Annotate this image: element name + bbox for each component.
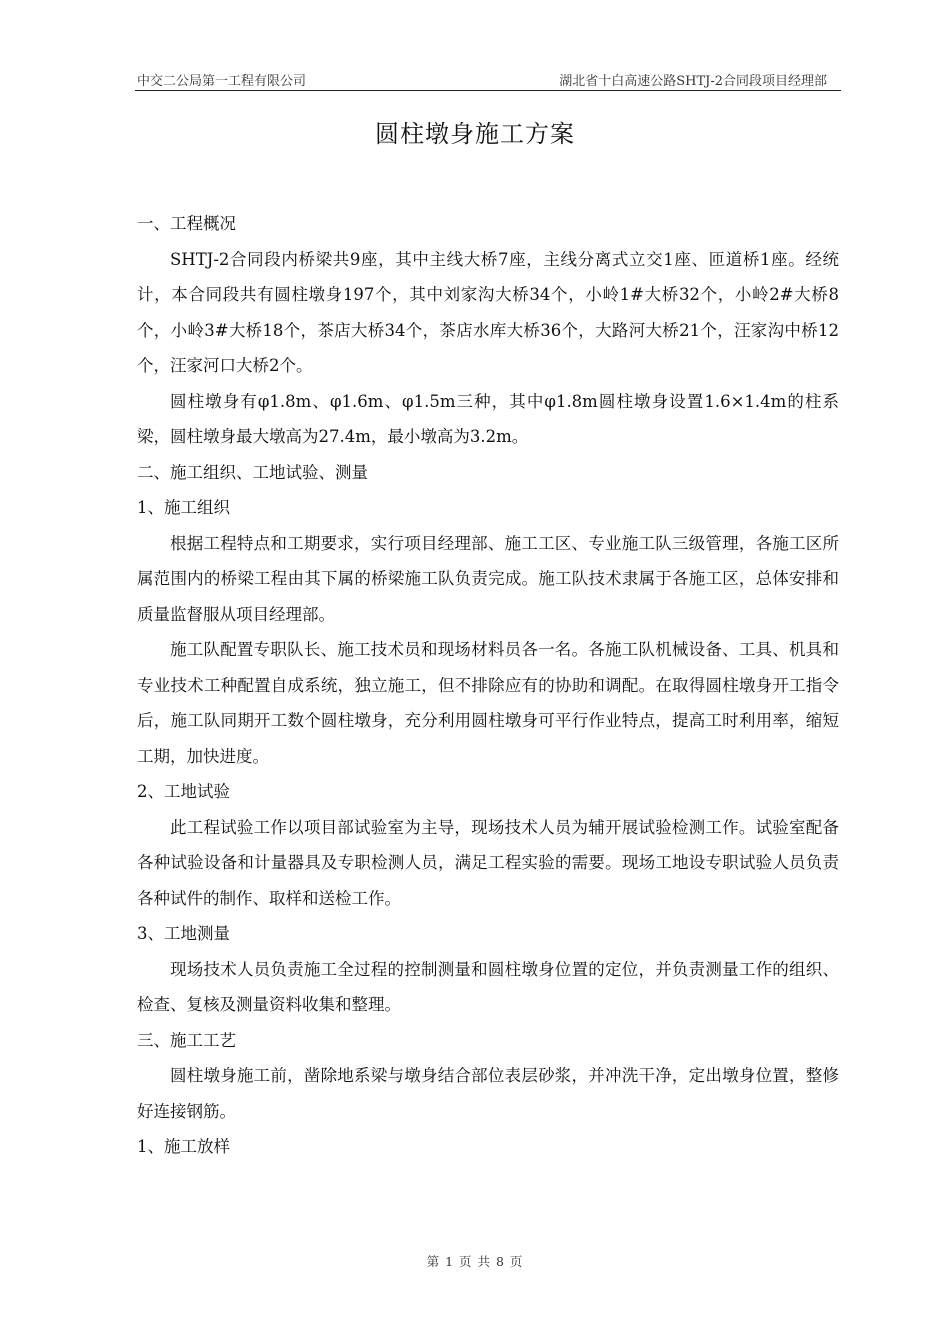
section-heading: 三、施工工艺 [137,1030,236,1050]
page-header [135,70,841,91]
paragraph: 根据工程特点和工期要求，实行项目经理部、施工工区、专业施工队三级管理，各施工区所属范围内的桥梁工程由其下属的桥梁施工队负责完成。施工队技术隶属于各施工区，总体安排和质量监督服从项目经理部。 [137,533,839,624]
section-heading: 二、施工组织、工地试验、测量 [137,462,368,482]
subsection-heading: 1、施工组织 [137,498,230,517]
header-company: 中交二公局第一工程有限公司 [137,74,307,89]
header-project: 湖北省十白高速公路SHTJ-2合同段项目经理部 [559,74,827,89]
paragraph: 现场技术人员负责施工全过程的控制测量和圆柱墩身位置的定位，并负责测量工作的组织、检查、复核及测量资料收集和整理。 [137,959,839,1014]
document-body [137,206,839,1165]
paragraph: 此工程试验工作以项目部试验室为主导，现场技术人员为辅开展试验检测工作。试验室配备各种试验设备和计量器具及专职检测人员，满足工程实验的需要。现场工地设专职试验人员负责各种试件的制作、取样和送检工作。 [137,817,839,908]
paragraph: 施工队配置专职队长、施工技术员和现场材料员各一名。各施工队机械设备、工具、机具和专业技术工种配置自成系统，独立施工，但不排除应有的协助和调配。在取得圆柱墩身开工指令后，施工队同期开工数个圆柱墩身，充分利用圆柱墩身可平行作业特点，提高工时利用率，缩短工期，加快进度。 [137,640,839,766]
paragraph: 圆柱墩身有φ1.8m、φ1.6m、φ1.5m三种，其中φ1.8m圆柱墩身设置1.6×1.4m的柱系梁，圆柱墩身最大墩高为27.4m，最小墩高为3.2m。 [137,391,839,446]
section-heading: 一、工程概况 [137,214,236,233]
page-footer: 第 1 页 共 8 页 [426,1254,524,1269]
page-title: 圆柱墩身施工方案 [375,120,575,148]
subsection-heading: 1、施工放样 [137,1137,230,1156]
subsection-heading: 2、工地试验 [137,782,230,801]
paragraph: SHTJ-2合同段内桥梁共9座，其中主线大桥7座，主线分离式立交1座、匝道桥1座。经统计，本合同段共有圆柱墩身197个，其中刘家沟大桥34个，小岭1#大桥32个，小岭2#大桥8个，小岭3#大桥18个，茶店大桥34个，茶店水库大桥36个，大路河大桥21个，汪家沟中桥12个，汪家河口大桥2个。 [137,249,839,375]
subsection-heading: 3、工地测量 [137,924,230,943]
paragraph: 圆柱墩身施工前，凿除地系梁与墩身结合部位表层砂浆，并冲洗干净，定出墩身位置，整修好连接钢筋。 [137,1066,839,1121]
